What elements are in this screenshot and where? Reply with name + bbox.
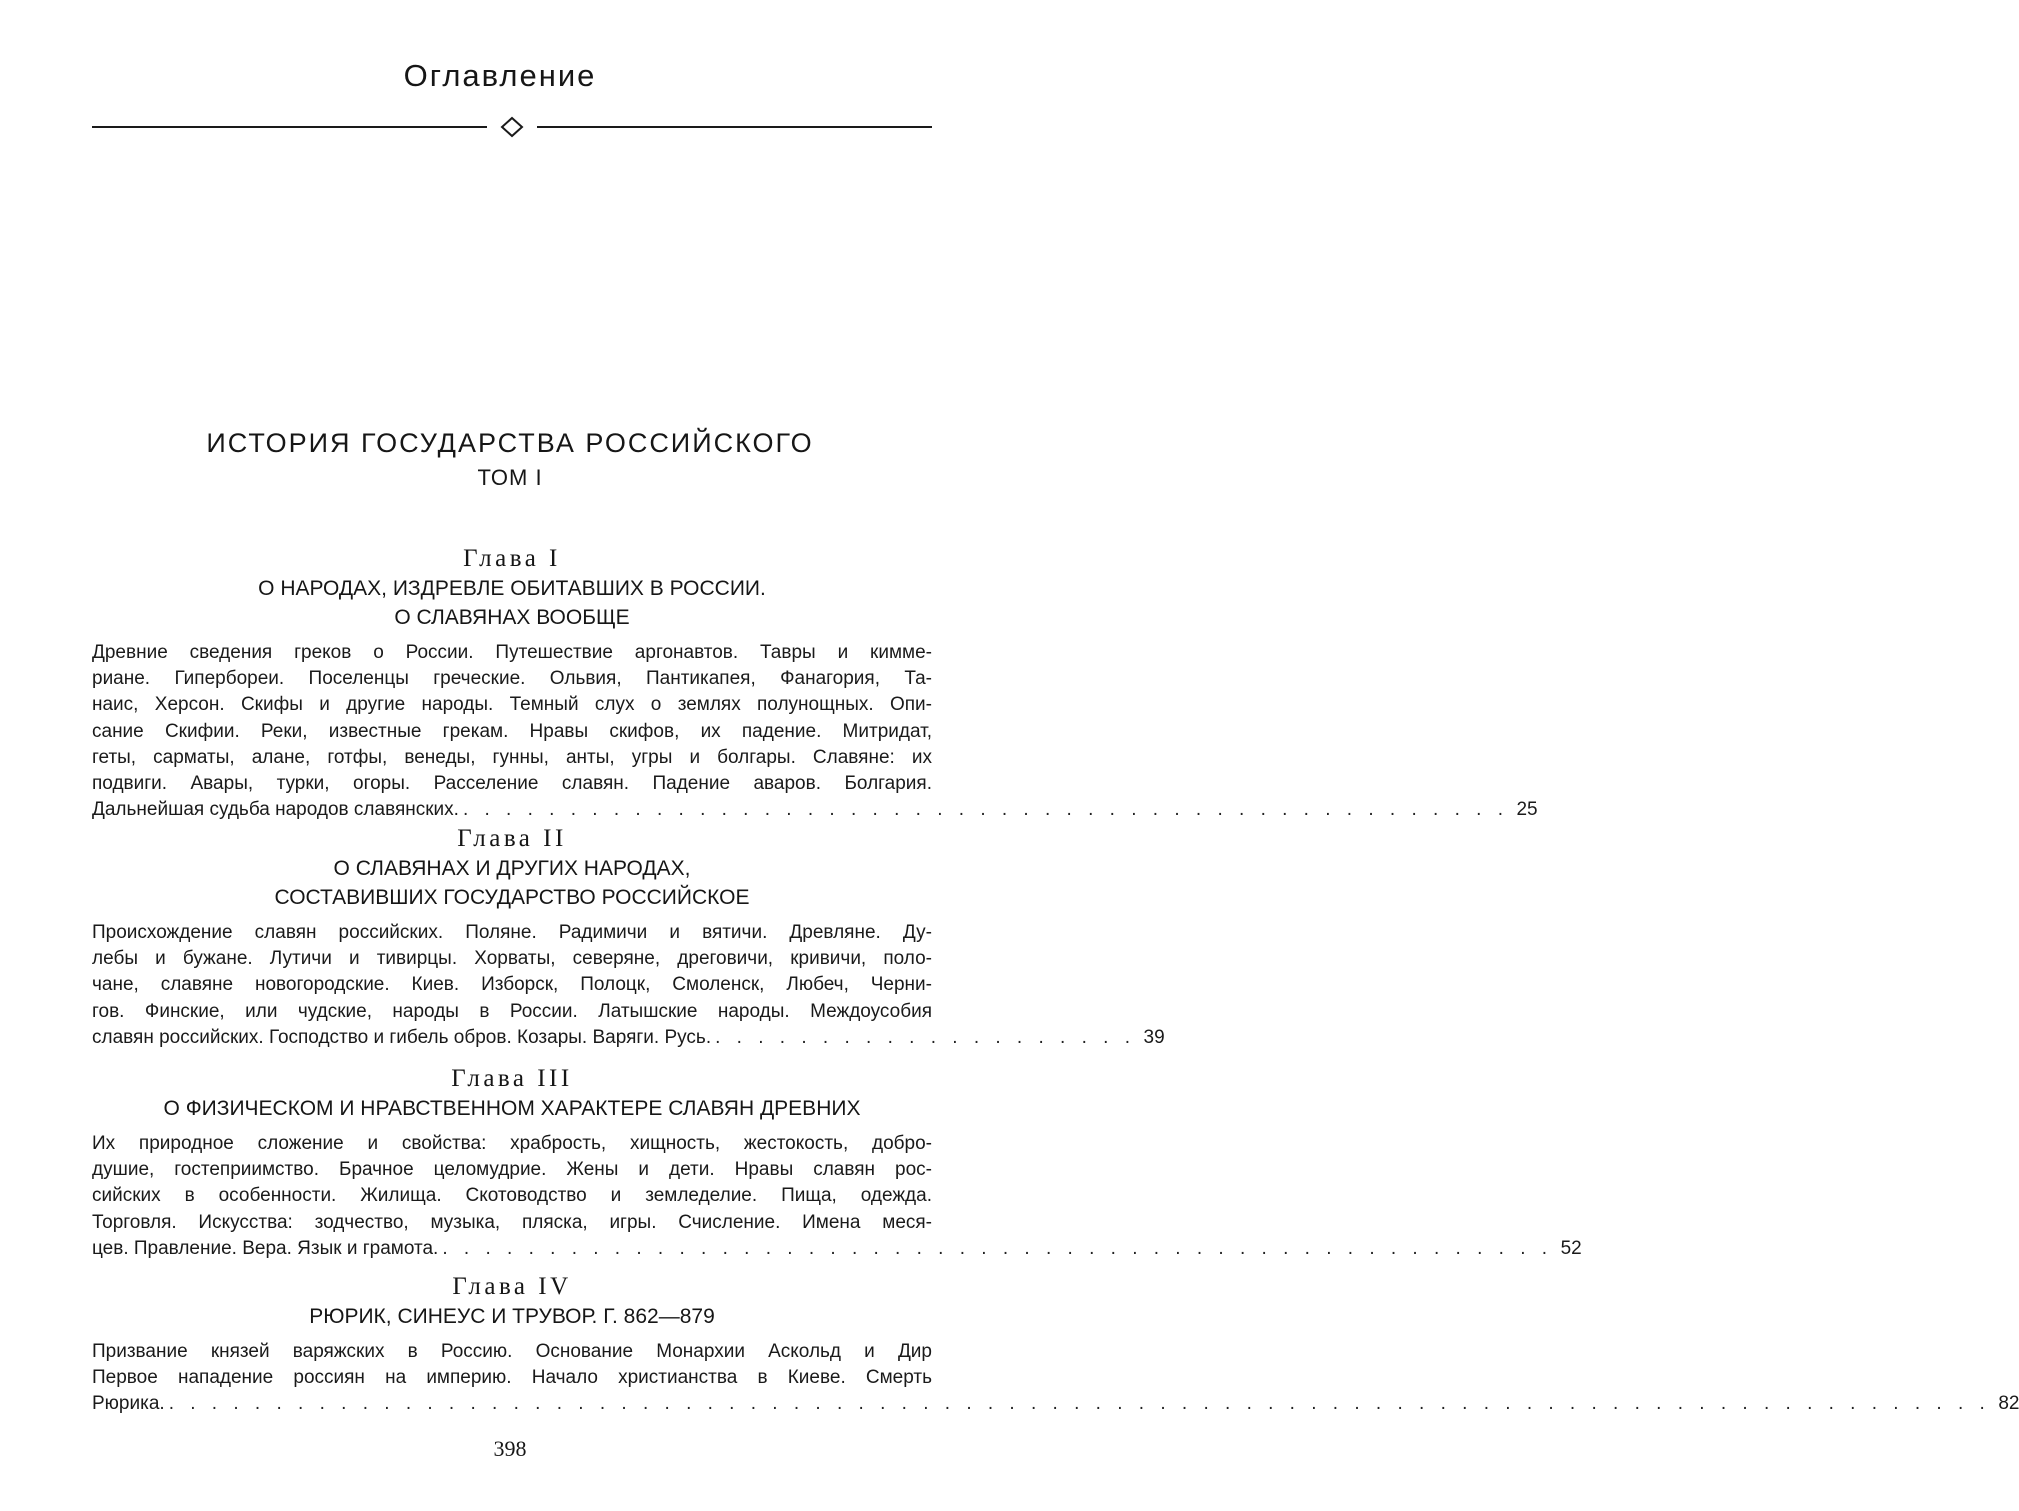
chapter-title-line: РЮРИК, СИНЕУС И ТРУВОР. Г. 862—879 [309, 1305, 715, 1328]
description-line: Торговля. Искусства: зодчество, музыка, пляска, игры. Счисление. Имена меся- [92, 1211, 932, 1233]
description-line: Первое нападение россиян на империю. Начало христианства в Киеве. Смерть [92, 1367, 932, 1389]
description-line: лебы и бужане. Лутичи и тивирцы. Хорваты, северяне, дреговичи, кривичи, поло- [92, 948, 932, 970]
chapter-title-line: О НАРОДАХ, ИЗДРЕВЛЕ ОБИТАВШИХ В РОССИИ. [258, 577, 766, 600]
book-title: ИСТОРИЯ ГОСУДАРСТВА РОССИЙСКОГО [206, 428, 814, 458]
chapter-label: Глава I [463, 545, 561, 572]
description-line: чане, славяне новогородские. Киев. Изборск, Полоцк, Смоленск, Любеч, Черни- [92, 974, 932, 996]
description-line: риане. Гипербореи. Поселенцы греческие. Ольвия, Пантикапея, Фанагория, Та- [92, 668, 932, 690]
description-line: наис, Херсон. Скифы и другие народы. Темный слух о землях полунощных. Опи- [92, 694, 932, 716]
description-line: Рюрика. [92, 1393, 165, 1415]
description-line: душие, гостеприимство. Брачное целомудрие. Жены и дети. Нравы славян рос- [92, 1159, 932, 1181]
dot-leader: . . . . . . . . . . . . . . . . . . . . . . . . . . . . . . . . . . . . . . . . . . . . . . . . . [462, 799, 1509, 821]
toc-entry-link[interactable] [92, 1025, 1165, 1051]
description-line: сийских в особенности. Жилища. Скотоводство и земледелие. Пища, одежда. [92, 1185, 932, 1207]
dot-leader: . . . . . . . . . . . . . . . . . . . . [715, 1026, 1136, 1048]
page-number: 82 [1998, 1393, 2019, 1415]
description-line: славян российских. Господство и гибель обров. Козары. Варяги. Русь. [92, 1026, 712, 1048]
chapter-title [92, 574, 932, 632]
page-number: 25 [1516, 799, 1538, 821]
description-line: цев. Правление. Вера. Язык и грамота. [92, 1237, 439, 1259]
toc-entry-link[interactable] [92, 797, 1538, 823]
chapter-1 [92, 544, 1538, 823]
volume-label: ТОМ I [477, 465, 543, 490]
description-line: Призвание князей варяжских в Россию. Основание Монархии Аскольд и Дир [92, 1341, 932, 1362]
chapter-description [92, 640, 1538, 823]
diamond-divider-icon [92, 116, 932, 138]
chapter-title [92, 1302, 932, 1331]
chapter-title-line: О СЛАВЯНАХ ВООБЩЕ [394, 606, 630, 629]
dot-leader: . . . . . . . . . . . . . . . . . . . . . . . . . . . . . . . . . . . . . . . . . . . . . . . . . . . . [442, 1237, 1553, 1259]
description-line: сание Скифии. Реки, известные грекам. Нравы скифов, их падение. Митридат, [92, 720, 932, 742]
description-line: Дальнейшая судьба народов славянских. [92, 799, 459, 821]
chapter-title-line: О ФИЗИЧЕСКОМ И НРАВСТВЕННОМ ХАРАКТЕРЕ СЛАВЯН ДРЕВНИХ [163, 1097, 861, 1120]
toc-entry-link[interactable] [92, 1236, 1582, 1262]
dot-leader: . . . . . . . . . . . . . . . . . . . . . . . . . . . . . . . . . . . . . . . . . . . . . . . . . . . . . . . . . . . . . . . . . . . . . . . . . . . . . . . . . . . . . [168, 1393, 1991, 1415]
description-line: подвиги. Авары, турки, огоры. Расселение славян. Падение аваров. Болгария. [92, 772, 932, 794]
chapter-label: Глава IV [452, 1273, 572, 1300]
page-title: Оглавление [403, 58, 597, 93]
toc-entry-link[interactable] [92, 1391, 2019, 1417]
chapter-3 [92, 1064, 1582, 1262]
page-number: 39 [1143, 1026, 1165, 1048]
chapter-label: Глава III [451, 1065, 573, 1092]
description-line: геты, сарматы, алане, готфы, венеды, гунны, анты, угры и болгары. Славяне: их [92, 746, 932, 768]
chapter-4 [92, 1272, 2019, 1418]
description-line: гов. Финские, или чудские, народы в России. Латышские народы. Междоусобия [92, 1000, 932, 1022]
chapter-description [92, 1131, 1582, 1262]
folio-page-number: 398 [493, 1436, 527, 1461]
chapter-description [92, 1339, 2019, 1418]
chapter-title [92, 1094, 932, 1123]
chapter-label: Глава II [457, 825, 567, 852]
chapter-title-line: О СЛАВЯНАХ И ДРУГИХ НАРОДАХ, [333, 857, 691, 880]
page-number: 52 [1560, 1237, 1582, 1259]
description-line: Древние сведения греков о России. Путешествие аргонавтов. Тавры и кимме- [92, 642, 932, 663]
description-line: Их природное сложение и свойства: храбрость, хищность, жестокость, добро- [92, 1133, 932, 1154]
chapter-description [92, 920, 1165, 1051]
chapter-title-line: СОСТАВИВШИХ ГОСУДАРСТВО РОССИЙСКОЕ [274, 886, 750, 909]
chapter-title [92, 854, 932, 912]
chapter-2 [92, 824, 1165, 1051]
description-line: Происхождение славян российских. Поляне. Радимичи и вятичи. Древляне. Ду- [92, 922, 932, 943]
